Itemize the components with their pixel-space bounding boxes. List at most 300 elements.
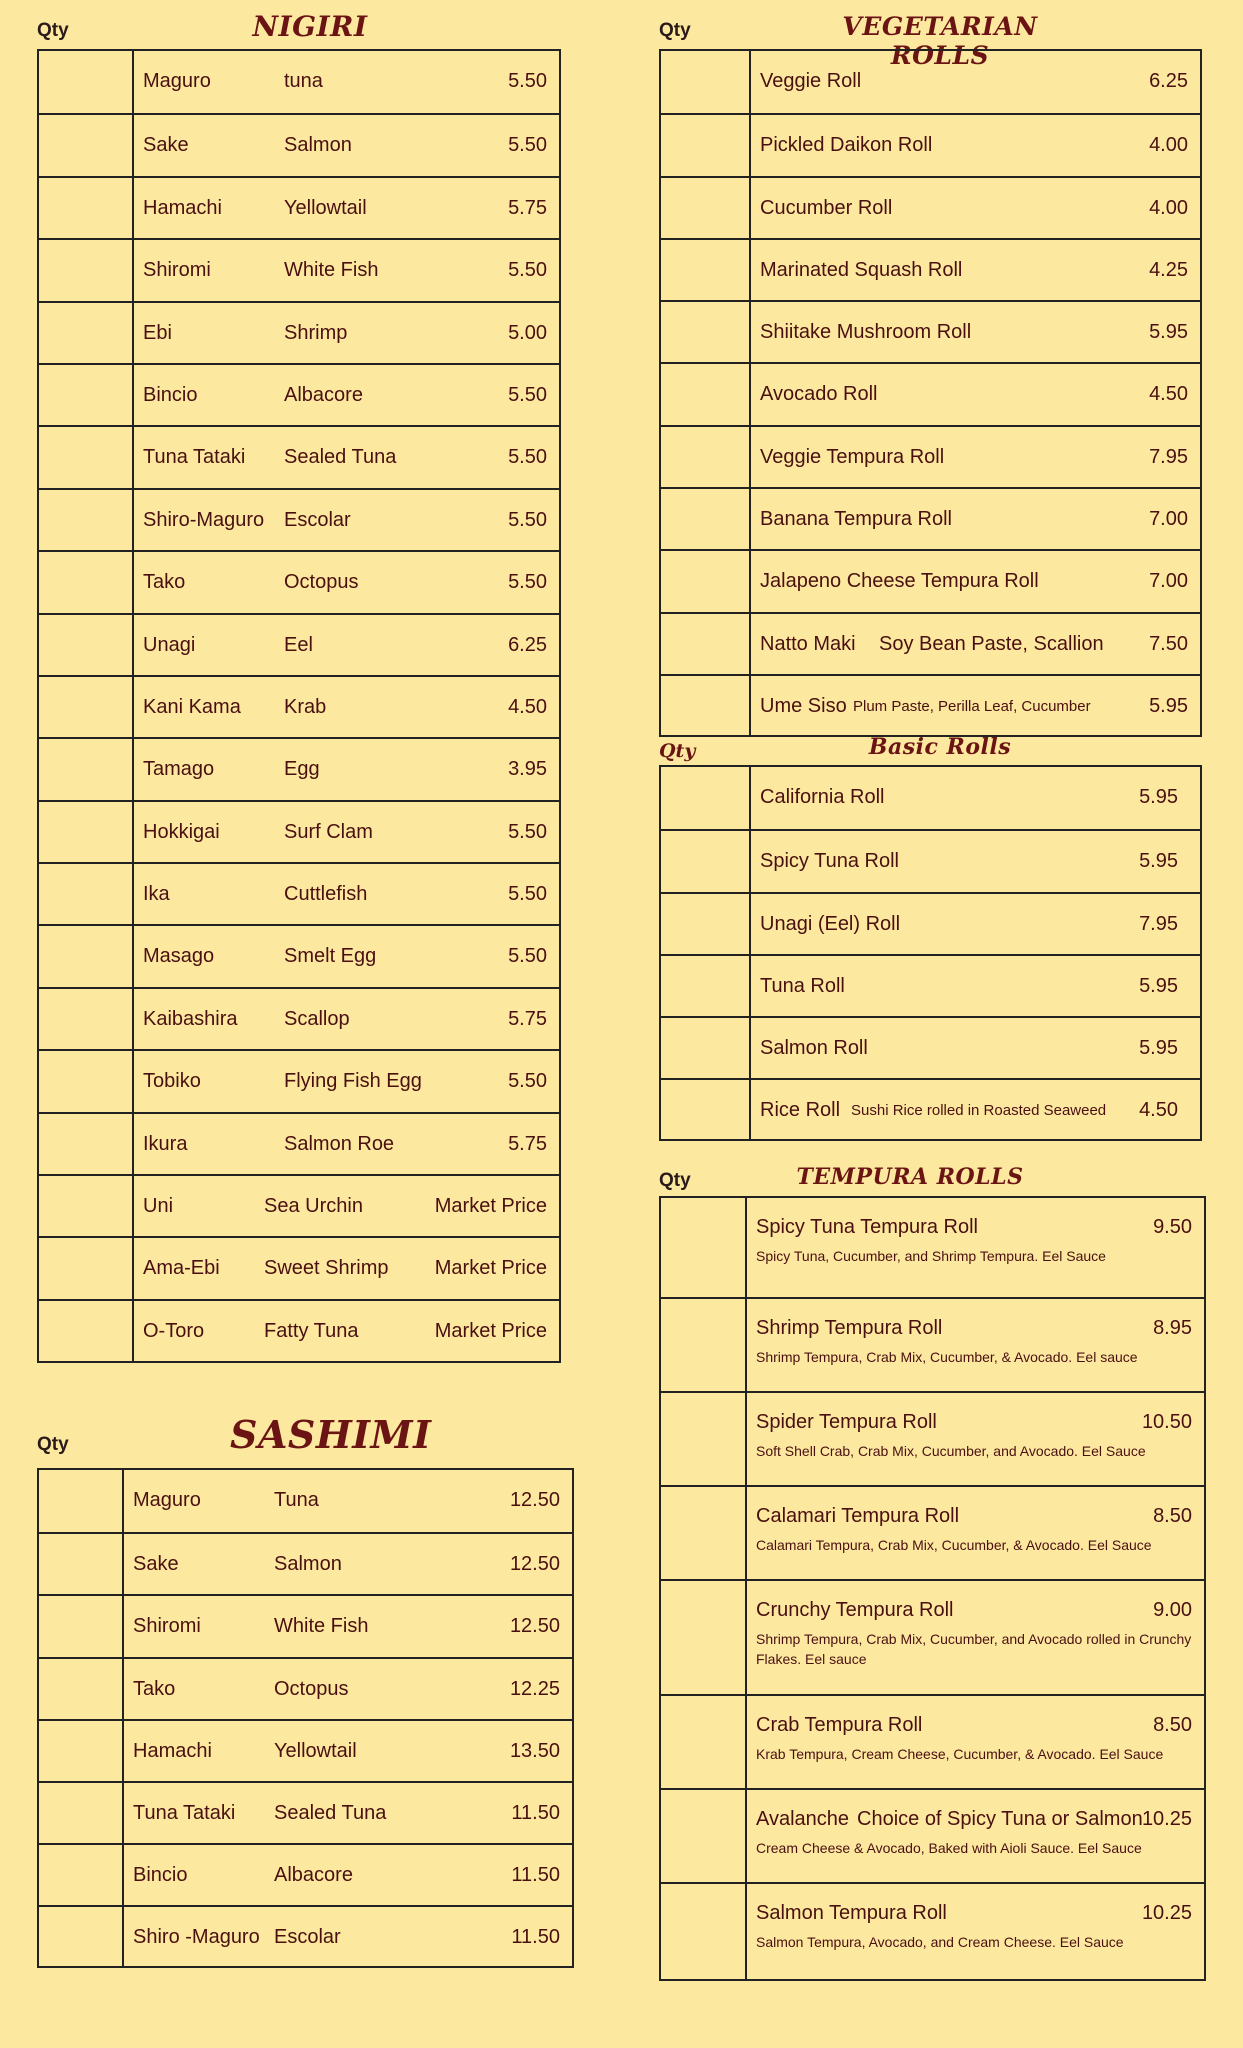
item-price: 11.50 [511, 1926, 560, 1949]
item-price: 12.50 [509, 1615, 560, 1638]
qty-cell[interactable] [39, 989, 134, 1049]
item-english-name: Octopus [274, 1677, 349, 1700]
sashimi-item-body [124, 1659, 572, 1719]
sashimi-item-body [124, 1783, 572, 1843]
item-price: 7.00 [1149, 508, 1188, 531]
item-japanese-name: Tako [133, 1677, 176, 1700]
item-name: Avalanche [756, 1808, 850, 1830]
item-price: 8.50 [1153, 1714, 1192, 1736]
qty-cell[interactable] [661, 489, 751, 549]
tempura-qty-label: Qty [659, 1170, 691, 1191]
item-price: 5.95 [1149, 694, 1188, 717]
qty-cell[interactable] [39, 1176, 134, 1236]
vegetarian-item-body [751, 489, 1200, 549]
item-note: Plum Paste, Perilla Leaf, Cucumber [853, 697, 1091, 715]
tempura-heading: TEMPURA ROLLS [796, 1164, 1024, 1190]
item-name: Tuna Roll [760, 974, 845, 997]
basic-row [661, 767, 1200, 829]
vegetarian-row [661, 425, 1200, 487]
item-price: Market Price [434, 1257, 547, 1280]
basic-item-body [751, 767, 1200, 829]
nigiri-item-body [134, 1176, 559, 1236]
item-japanese-name: Bincio [143, 383, 198, 406]
nigiri-item-body [134, 51, 559, 113]
item-price: 5.50 [508, 383, 547, 406]
nigiri-row [39, 1174, 559, 1236]
item-price: Market Price [434, 1195, 547, 1218]
vegetarian-row [661, 362, 1200, 424]
nigiri-item-body [134, 864, 559, 924]
qty-cell[interactable] [39, 427, 134, 487]
qty-cell[interactable] [661, 178, 751, 238]
item-price: 7.00 [1149, 570, 1188, 593]
vegetarian-row [661, 113, 1200, 175]
vegetarian-item-body [751, 115, 1200, 175]
vegetarian-item-body [751, 178, 1200, 238]
item-english-name: Albacore [274, 1864, 353, 1887]
vegetarian-row [661, 238, 1200, 300]
qty-cell[interactable] [661, 51, 751, 113]
item-price: 4.00 [1149, 134, 1188, 157]
item-japanese-name: Shiro-Maguro [143, 508, 265, 531]
basic-row [661, 1016, 1200, 1078]
qty-cell[interactable] [39, 802, 134, 862]
nigiri-row [39, 238, 559, 300]
item-price: 9.50 [1153, 1216, 1192, 1238]
nigiri-item-body [134, 615, 559, 675]
item-price: 5.50 [508, 70, 547, 92]
qty-cell[interactable] [39, 1783, 124, 1843]
item-japanese-name: Sake [133, 1553, 179, 1576]
item-price: 7.95 [1149, 445, 1188, 468]
nigiri-row [39, 1112, 559, 1174]
item-english-name: Albacore [284, 383, 363, 406]
item-price: 5.50 [508, 945, 547, 968]
item-name: Unagi (Eel) Roll [760, 912, 901, 935]
qty-cell[interactable] [661, 1884, 747, 1979]
item-japanese-name: Shiromi [133, 1615, 201, 1638]
item-english-name: Salmon [274, 1553, 342, 1576]
qty-cell[interactable] [39, 615, 134, 675]
item-japanese-name: Hamachi [133, 1739, 212, 1762]
qty-cell[interactable] [661, 1790, 747, 1882]
item-price: 3.95 [508, 758, 547, 781]
item-name: Salmon Tempura Roll [756, 1902, 947, 1924]
item-price: 5.00 [508, 321, 547, 344]
item-name: Jalapeno Cheese Tempura Roll [760, 570, 1039, 593]
item-japanese-name: Bincio [133, 1864, 188, 1887]
item-name: Spicy Tuna Tempura Roll [756, 1216, 978, 1238]
item-english-name: Sweet Shrimp [264, 1257, 389, 1280]
nigiri-item-body [134, 365, 559, 425]
item-english-name: Salmon Roe [284, 1132, 395, 1155]
item-name: Pickled Daikon Roll [760, 134, 933, 157]
tempura-item-body [747, 1299, 1204, 1391]
sashimi-table [37, 1468, 574, 1968]
item-price: 5.50 [508, 571, 547, 594]
vegetarian-item-body [751, 364, 1200, 424]
item-japanese-name: Tamago [143, 758, 215, 781]
nigiri-item-body [134, 1301, 559, 1361]
qty-cell[interactable] [661, 1198, 747, 1297]
item-japanese-name: Maguro [143, 70, 211, 92]
item-price: 5.95 [1139, 850, 1178, 873]
item-japanese-name: Unagi [143, 633, 196, 656]
item-price: 13.50 [509, 1739, 560, 1762]
item-english-name: Eel [284, 633, 313, 656]
nigiri-item-body [134, 989, 559, 1049]
item-price: 5.50 [508, 259, 547, 282]
nigiri-row [39, 1236, 559, 1298]
qty-cell[interactable] [39, 178, 134, 238]
item-name: Veggie Roll [760, 70, 862, 92]
item-english-name: Egg [284, 758, 320, 781]
sashimi-item-body [124, 1596, 572, 1656]
qty-cell[interactable] [661, 767, 751, 829]
item-price: 4.25 [1149, 258, 1188, 281]
sashimi-item-body [124, 1721, 572, 1781]
sashimi-heading: SASHIMI [230, 1412, 432, 1457]
nigiri-row [39, 363, 559, 425]
qty-cell[interactable] [39, 240, 134, 300]
item-price: 5.50 [508, 446, 547, 469]
vegetarian-table [659, 49, 1202, 737]
item-japanese-name: Tuna Tataki [143, 446, 246, 469]
qty-cell[interactable] [39, 1596, 124, 1656]
item-english-name: Flying Fish Egg [284, 1070, 422, 1093]
qty-cell[interactable] [39, 1114, 134, 1174]
tempura-item-body [747, 1487, 1204, 1579]
item-price: 10.25 [1141, 1808, 1192, 1830]
basic-row [661, 892, 1200, 954]
item-english-name: White Fish [284, 259, 379, 282]
item-price: 12.25 [509, 1677, 560, 1700]
item-english-name: Sea Urchin [264, 1195, 363, 1218]
tempura-row [661, 1882, 1204, 1979]
vegetarian-row [661, 300, 1200, 362]
qty-cell[interactable] [39, 1301, 134, 1361]
item-price: 6.25 [1149, 70, 1188, 92]
basic-item-body [751, 1018, 1200, 1078]
basic-heading: Basic Rolls [868, 734, 1012, 760]
item-price: 4.50 [1139, 1099, 1178, 1122]
item-english-name: Salmon [284, 134, 352, 157]
tempura-row [661, 1485, 1204, 1579]
item-name: Rice Roll [760, 1099, 841, 1122]
sashimi-item-body [124, 1845, 572, 1905]
qty-cell[interactable] [39, 490, 134, 550]
nigiri-table [37, 49, 561, 1363]
qty-cell[interactable] [39, 303, 134, 363]
item-price: 5.50 [508, 883, 547, 906]
tempura-item-body [747, 1790, 1204, 1882]
nigiri-row [39, 800, 559, 862]
item-description: Shrimp Tempura, Crab Mix, Cucumber, and Avocado rolled in Crunchy [756, 1631, 1192, 1647]
vegetarian-row [661, 612, 1200, 674]
item-english-name: Yellowtail [274, 1739, 357, 1762]
tempura-item-body [747, 1393, 1204, 1485]
item-price: 5.75 [508, 1132, 547, 1155]
vegetarian-row [661, 549, 1200, 611]
nigiri-item-body [134, 1051, 559, 1111]
nigiri-row [39, 675, 559, 737]
tempura-row [661, 1579, 1204, 1694]
vegetarian-item-body [751, 427, 1200, 487]
qty-cell[interactable] [661, 115, 751, 175]
sashimi-row [39, 1781, 572, 1843]
qty-cell[interactable] [661, 1581, 747, 1694]
item-description: Spicy Tuna, Cucumber, and Shrimp Tempura. Eel Sauce [756, 1248, 1106, 1264]
qty-cell[interactable] [39, 677, 134, 737]
item-price: 5.75 [508, 196, 547, 219]
nigiri-row [39, 862, 559, 924]
sashimi-row [39, 1905, 572, 1967]
item-english-name: Escolar [284, 508, 351, 531]
item-japanese-name: Hokkigai [143, 820, 220, 843]
nigiri-item-body [134, 115, 559, 175]
qty-cell[interactable] [661, 614, 751, 674]
qty-cell[interactable] [39, 1721, 124, 1781]
item-english-name: Sealed Tuna [284, 446, 397, 469]
qty-cell[interactable] [39, 51, 134, 113]
item-price: 5.95 [1139, 974, 1178, 997]
tempura-item-body [747, 1884, 1204, 1979]
qty-cell[interactable] [39, 115, 134, 175]
item-description: Calamari Tempura, Crab Mix, Cucumber, & Avocado. Eel Sauce [756, 1537, 1152, 1553]
item-description: Soft Shell Crab, Crab Mix, Cucumber, and Avocado. Eel Sauce [756, 1443, 1146, 1459]
qty-cell[interactable] [661, 551, 751, 611]
vegetarian-item-body [751, 302, 1200, 362]
item-name: Cucumber Roll [760, 196, 893, 219]
item-name: Spider Tempura Roll [756, 1411, 937, 1433]
item-price: 5.50 [508, 134, 547, 157]
qty-cell[interactable] [39, 926, 134, 986]
item-name: Shrimp Tempura Roll [756, 1317, 943, 1339]
nigiri-item-body [134, 303, 559, 363]
item-name: Marinated Squash Roll [760, 258, 963, 281]
item-english-name: Octopus [284, 571, 359, 594]
vegetarian-row [661, 176, 1200, 238]
item-japanese-name: Shiro -Maguro [133, 1926, 260, 1949]
item-japanese-name: Uni [143, 1195, 174, 1218]
item-japanese-name: Tobiko [143, 1070, 201, 1093]
qty-cell[interactable] [39, 739, 134, 799]
nigiri-row [39, 987, 559, 1049]
item-price: 7.95 [1139, 912, 1178, 935]
item-price: 4.00 [1149, 196, 1188, 219]
item-english-name: Tuna [274, 1489, 319, 1511]
item-note: Soy Bean Paste, Scallion [879, 632, 1104, 655]
basic-item-body [751, 1080, 1200, 1140]
item-price: 5.95 [1139, 1037, 1178, 1060]
nigiri-row [39, 1049, 559, 1111]
item-japanese-name: Ama-Ebi [143, 1257, 220, 1280]
nigiri-item-body [134, 490, 559, 550]
tempura-item-body [747, 1696, 1204, 1788]
qty-cell[interactable] [661, 1696, 747, 1788]
qty-cell[interactable] [661, 1080, 751, 1140]
item-english-name: Surf Clam [284, 820, 373, 843]
item-price: 5.50 [508, 1070, 547, 1093]
item-name: Natto Maki [760, 632, 856, 655]
item-japanese-name: Ebi [143, 321, 172, 344]
qty-cell[interactable] [39, 1659, 124, 1719]
qty-cell[interactable] [39, 864, 134, 924]
vegetarian-item-body [751, 614, 1200, 674]
qty-cell[interactable] [661, 1299, 747, 1391]
qty-cell[interactable] [661, 427, 751, 487]
item-price: 4.50 [508, 695, 547, 718]
qty-cell[interactable] [661, 676, 751, 736]
item-price: 8.95 [1153, 1317, 1192, 1339]
item-price: 11.50 [511, 1864, 560, 1887]
qty-cell[interactable] [661, 1018, 751, 1078]
item-description-cont: Flakes. Eel sauce [756, 1651, 867, 1667]
nigiri-item-body [134, 427, 559, 487]
sashimi-row [39, 1594, 572, 1656]
item-japanese-name: O-Toro [143, 1319, 205, 1342]
sashimi-row [39, 1657, 572, 1719]
qty-cell[interactable] [661, 1393, 747, 1485]
sashimi-qty-label: Qty [37, 1434, 69, 1455]
item-price: 10.25 [1141, 1902, 1192, 1924]
nigiri-row [39, 113, 559, 175]
qty-cell[interactable] [39, 1238, 134, 1298]
nigiri-item-body [134, 552, 559, 612]
item-price: 7.50 [1149, 632, 1188, 655]
qty-cell[interactable] [39, 1534, 124, 1594]
basic-qty-label: Qty [659, 740, 696, 762]
sashimi-item-body [124, 1907, 572, 1967]
item-price: 6.25 [508, 633, 547, 656]
item-price: 5.95 [1139, 786, 1178, 808]
item-japanese-name: Sake [143, 134, 189, 157]
item-english-name: Fatty Tuna [264, 1319, 359, 1342]
item-price: Market Price [434, 1319, 547, 1342]
item-english-name: Escolar [274, 1926, 341, 1949]
nigiri-item-body [134, 926, 559, 986]
sashimi-row [39, 1719, 572, 1781]
item-name: Salmon Roll [760, 1037, 868, 1060]
item-price: 11.50 [511, 1801, 560, 1824]
vegetarian-qty-label: Qty [659, 20, 691, 41]
item-japanese-name: Kaibashira [143, 1007, 238, 1030]
sashimi-item-body [124, 1470, 572, 1532]
vegetarian-item-body [751, 551, 1200, 611]
qty-cell[interactable] [661, 240, 751, 300]
nigiri-row [39, 924, 559, 986]
qty-cell[interactable] [39, 365, 134, 425]
nigiri-item-body [134, 1114, 559, 1174]
item-english-name: Scallop [284, 1007, 350, 1030]
item-note: Choice of Spicy Tuna or Salmon [857, 1808, 1143, 1830]
item-description: Salmon Tempura, Avocado, and Cream Cheese. Eel Sauce [756, 1934, 1124, 1950]
tempura-row [661, 1788, 1204, 1882]
basic-row [661, 1078, 1200, 1140]
nigiri-item-body [134, 1238, 559, 1298]
basic-table [659, 765, 1202, 1141]
item-english-name: tuna [284, 70, 323, 92]
nigiri-item-body [134, 178, 559, 238]
qty-cell[interactable] [661, 1487, 747, 1579]
nigiri-row [39, 737, 559, 799]
item-price: 12.50 [509, 1489, 560, 1511]
tempura-table [659, 1196, 1206, 1981]
item-name: Crab Tempura Roll [756, 1714, 923, 1736]
item-description: Cream Cheese & Avocado, Baked with Aioli Sauce. Eel Sauce [756, 1840, 1142, 1856]
sashimi-row [39, 1470, 572, 1532]
item-english-name: Cuttlefish [284, 883, 368, 906]
item-japanese-name: Masago [143, 945, 215, 968]
qty-cell[interactable] [39, 1845, 124, 1905]
item-price: 5.50 [508, 820, 547, 843]
item-price: 5.50 [508, 508, 547, 531]
item-name: Spicy Tuna Roll [760, 850, 899, 873]
qty-cell[interactable] [39, 1051, 134, 1111]
sashimi-row [39, 1843, 572, 1905]
qty-cell[interactable] [661, 302, 751, 362]
item-name: Avocado Roll [760, 383, 878, 406]
basic-row [661, 954, 1200, 1016]
vegetarian-row [661, 674, 1200, 736]
tempura-row [661, 1694, 1204, 1788]
item-japanese-name: Tako [143, 571, 186, 594]
item-note: Sushi Rice rolled in Roasted Seaweed [851, 1102, 1107, 1120]
qty-cell[interactable] [39, 1470, 124, 1532]
item-price: 9.00 [1153, 1599, 1192, 1621]
nigiri-row [39, 51, 559, 113]
item-name: Ume Siso [760, 694, 847, 717]
nigiri-row [39, 301, 559, 363]
nigiri-row [39, 1299, 559, 1361]
vegetarian-heading: VEGETARIAN ROLLS [842, 12, 1038, 70]
item-price: 5.95 [1149, 321, 1188, 344]
qty-cell[interactable] [39, 1907, 124, 1967]
nigiri-row [39, 425, 559, 487]
nigiri-item-body [134, 802, 559, 862]
item-japanese-name: Ikura [143, 1132, 188, 1155]
item-description: Krab Tempura, Cream Cheese, Cucumber, & Avocado. Eel Sauce [756, 1746, 1164, 1762]
qty-cell[interactable] [661, 956, 751, 1016]
item-name: Crunchy Tempura Roll [756, 1599, 954, 1621]
tempura-item-body [747, 1198, 1204, 1297]
item-name: Veggie Tempura Roll [760, 445, 945, 468]
item-name: Shiitake Mushroom Roll [760, 321, 972, 344]
item-price: 12.50 [509, 1553, 560, 1576]
item-price: 8.50 [1153, 1505, 1192, 1527]
nigiri-item-body [134, 677, 559, 737]
item-japanese-name: Kani Kama [143, 695, 241, 718]
item-english-name: White Fish [274, 1615, 369, 1638]
nigiri-row [39, 550, 559, 612]
item-description: Shrimp Tempura, Crab Mix, Cucumber, & Avocado. Eel sauce [756, 1349, 1138, 1365]
item-name: Banana Tempura Roll [760, 508, 952, 531]
qty-cell[interactable] [39, 552, 134, 612]
qty-cell[interactable] [661, 364, 751, 424]
basic-item-body [751, 831, 1200, 891]
qty-cell[interactable] [661, 831, 751, 891]
tempura-row [661, 1297, 1204, 1391]
nigiri-row [39, 613, 559, 675]
basic-row [661, 829, 1200, 891]
item-english-name: Sealed Tuna [274, 1801, 387, 1824]
qty-cell[interactable] [661, 894, 751, 954]
vegetarian-item-body [751, 240, 1200, 300]
nigiri-item-body [134, 739, 559, 799]
vegetarian-item-body [751, 51, 1200, 113]
nigiri-heading: NIGIRI [252, 10, 368, 43]
item-japanese-name: Shiromi [143, 259, 211, 282]
